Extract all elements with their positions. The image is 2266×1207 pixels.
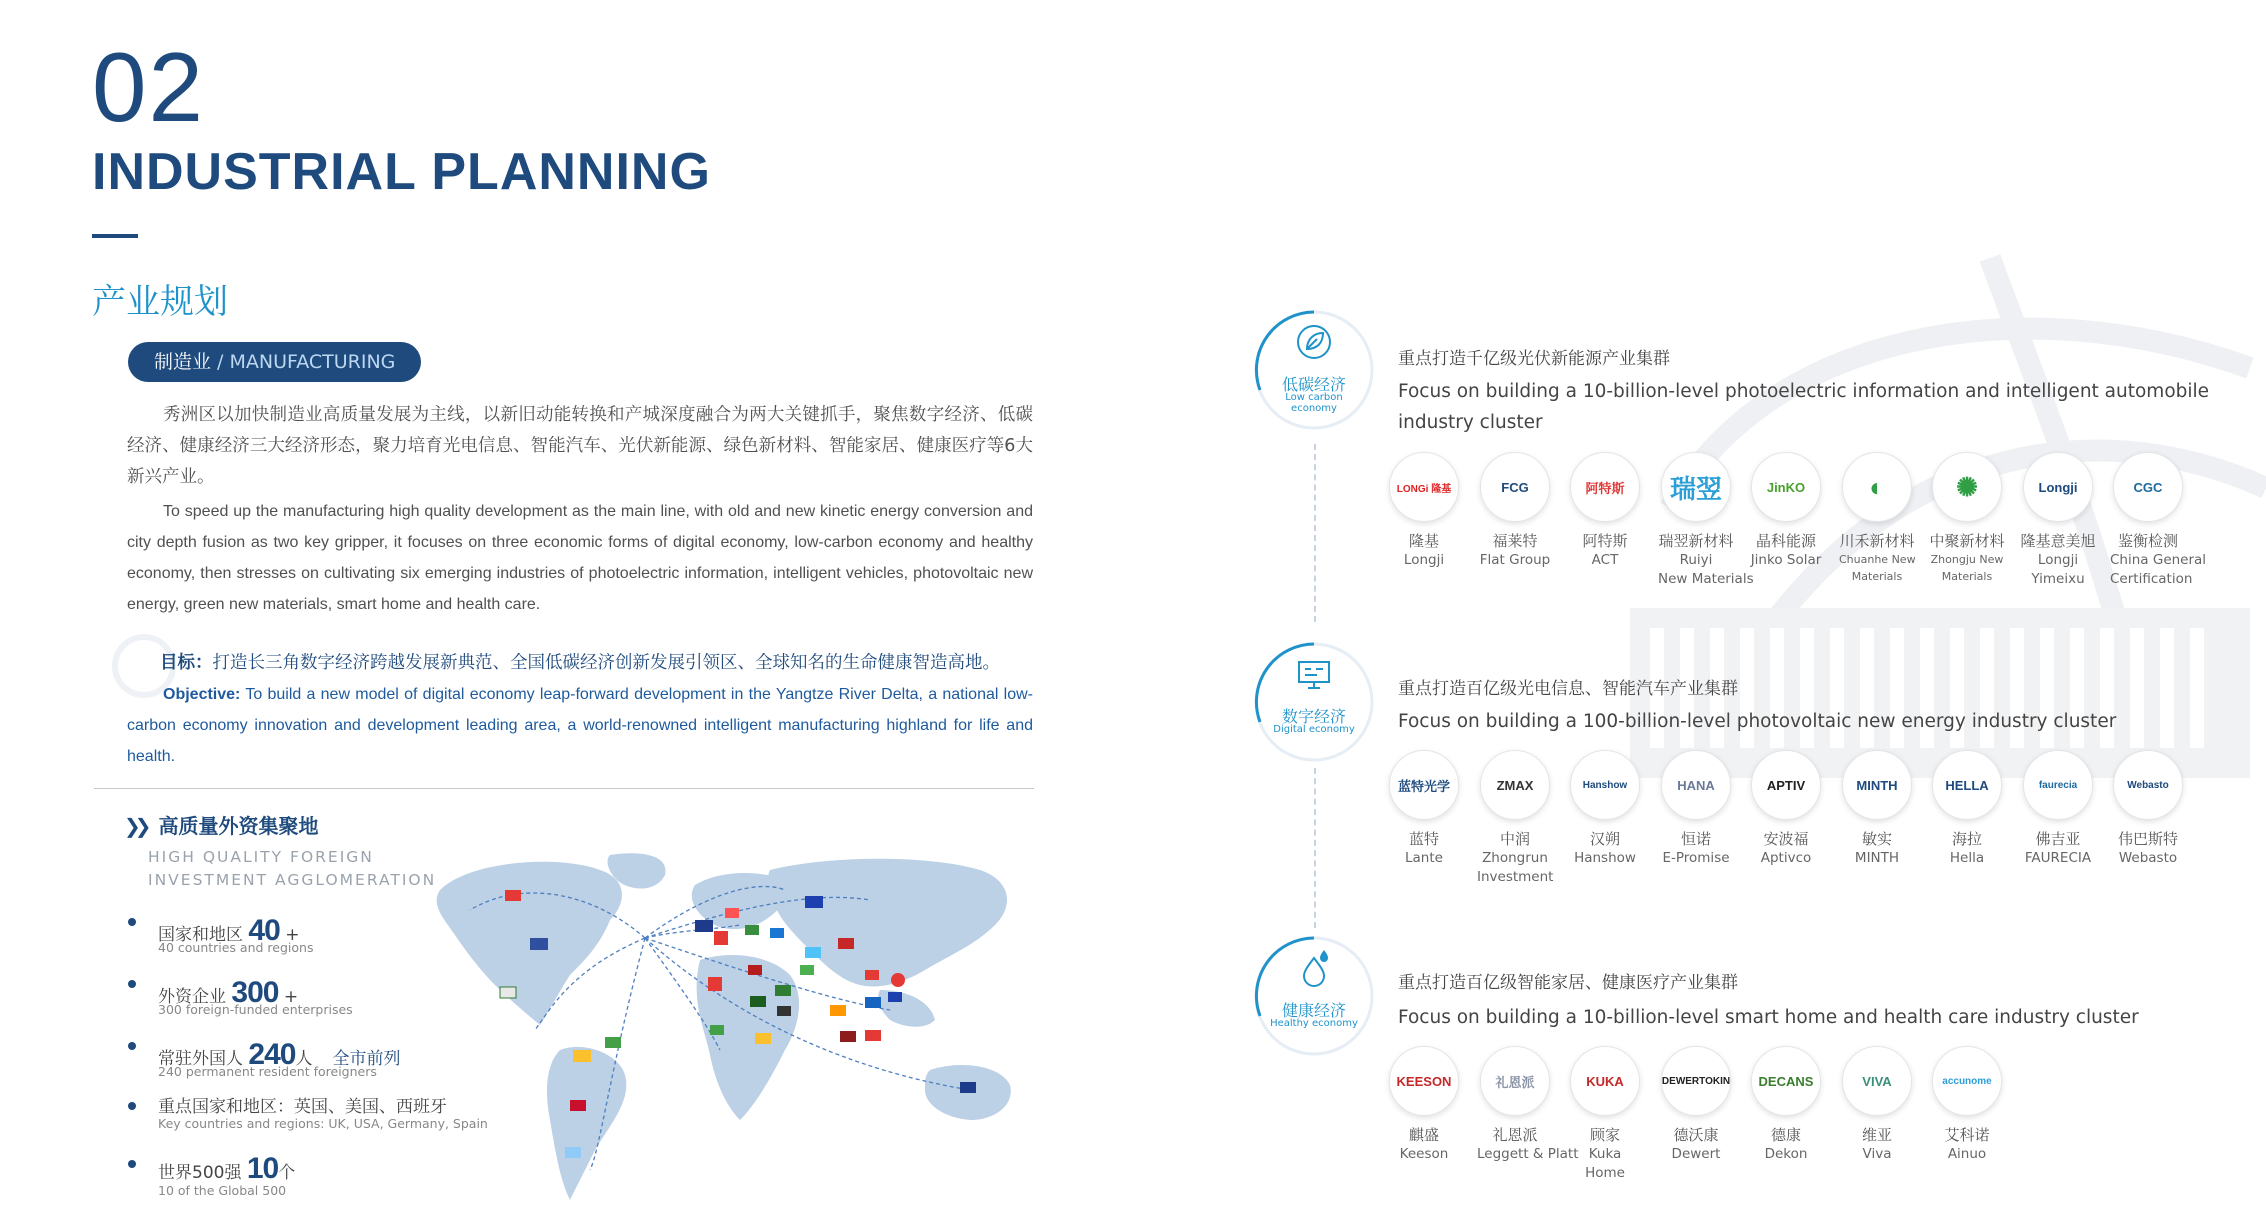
- cluster-title-cn: 重点打造百亿级光电信息、智能汽车产业集群: [1398, 679, 1738, 699]
- stat-unit: +: [283, 987, 299, 1007]
- company-logo-item: [1839, 1046, 1915, 1164]
- company-logo-icon: [1661, 750, 1731, 820]
- company-name-en: FAURECIA: [2024, 850, 2092, 866]
- company-logo-icon: [1661, 1046, 1731, 1116]
- badge-label-en: Low carbon economy: [1285, 392, 1343, 414]
- company-logo-text: Longji: [2038, 479, 2078, 495]
- company-logo-text: MINTH: [1856, 777, 1898, 793]
- company-logo-text: FCG: [1501, 479, 1529, 495]
- company-logo-icon: [1932, 750, 2002, 820]
- stat-label: 重点国家和地区：英国、美国、西班牙: [158, 1097, 447, 1117]
- title-underline: [92, 234, 138, 238]
- company-logo-text: faurecia: [2038, 779, 2078, 791]
- flag-nigeria: [710, 1025, 724, 1035]
- company-logo-item: [2110, 750, 2186, 868]
- company-logo-text: Webasto: [2127, 779, 2169, 791]
- cluster-low-carbon: [1252, 308, 1376, 432]
- company-logo-text: Hanshow: [1582, 779, 1628, 791]
- company-logo-text: ZMAX: [1496, 777, 1534, 793]
- cluster-digital: [1252, 640, 1376, 764]
- company-logo-text: DECANS: [1758, 1073, 1814, 1089]
- company-logo-icon: [2113, 750, 2183, 820]
- flag-ukraine: [770, 928, 784, 938]
- stat-label: 外资企业: [158, 987, 226, 1007]
- flag-mongolia: [838, 938, 854, 949]
- company-logo-text: DEWERTOKIN: [1661, 1075, 1731, 1087]
- fdi-title: [124, 810, 318, 839]
- badge-label-en: Healthy economy: [1270, 1018, 1358, 1029]
- flag-thailand: [865, 997, 881, 1008]
- stat-label: 常驻外国人: [158, 1049, 243, 1069]
- company-name-en: Flat Group: [1479, 552, 1551, 568]
- section-label-cn: 制造业: [154, 351, 212, 373]
- bullet-icon: [128, 1102, 136, 1110]
- company-logo-icon: [1570, 750, 1640, 820]
- bullet-icon: [128, 1042, 136, 1050]
- stat-value: 300: [231, 976, 279, 1009]
- company-logo-icon: [1751, 1046, 1821, 1116]
- company-logo-text: LONGi 隆基: [1396, 483, 1452, 495]
- company-logo-item: [1839, 750, 1915, 868]
- monitor-icon: [1296, 654, 1332, 694]
- flag-kazakhstan: [805, 947, 821, 958]
- company-name-en: New Materials: [1658, 571, 1754, 587]
- flag-egypt: [777, 1006, 791, 1016]
- company-name-en: Keeson: [1399, 1146, 1449, 1162]
- flag-brazil: [605, 1037, 621, 1048]
- company-logo-text: VIVA: [1862, 1073, 1892, 1089]
- bullet-icon: [128, 980, 136, 988]
- flag-switzerland: [714, 931, 728, 945]
- company-logo-item: [2020, 452, 2096, 589]
- stat-en: 10 of the Global 500: [158, 1183, 287, 1198]
- company-name-en: Leggett & Platt: [1477, 1146, 1579, 1162]
- flag-hungary: [745, 925, 759, 935]
- goal-cn: [160, 648, 1040, 678]
- company-logo-item: [1567, 1046, 1643, 1183]
- company-name-en: Zhongju New: [1930, 553, 2004, 566]
- company-logo-text: KUKA: [1586, 1073, 1624, 1089]
- company-name-cn: 隆基意美旭: [2020, 532, 2096, 550]
- section-number: 02: [92, 32, 206, 142]
- company-logo-text: ◐: [1869, 471, 1885, 502]
- company-logo-icon: [1389, 1046, 1459, 1116]
- stat-value: 10: [246, 1152, 279, 1185]
- company-logo-icon: [1480, 750, 1550, 820]
- section-label-en: MANUFACTURING: [229, 351, 396, 373]
- company-name-en: Jinko Solar: [1750, 552, 1822, 568]
- company-logo-icon: [1842, 1046, 1912, 1116]
- company-name-en: Ainuo: [1947, 1146, 1987, 1162]
- section-pill: [128, 342, 421, 382]
- flag-turkey: [748, 965, 762, 975]
- flag-uzbek: [800, 965, 814, 975]
- goal-en-label: Objective:: [163, 686, 241, 703]
- company-logo-item: [1929, 1046, 2005, 1164]
- company-name-cn: 阿特斯: [1582, 532, 1628, 550]
- company-logo-text: KEESON: [1396, 1073, 1452, 1089]
- flag-saudi: [750, 996, 766, 1007]
- company-logo-text: HELLA: [1945, 777, 1989, 793]
- flag-peru: [570, 1100, 586, 1111]
- flag-australia: [960, 1082, 976, 1093]
- timeline-connector: [1314, 768, 1316, 928]
- company-logo-text: ✺: [1956, 471, 1978, 502]
- badge-label-en: Digital economy: [1273, 724, 1355, 735]
- goal-en: [127, 679, 1033, 772]
- flag-malaysia: [865, 1030, 881, 1041]
- goal-en-text: To build a new model of digital economy leap-forward development in the Yangtze River Delta, a national low-carbon economy innovation and development leading area, a world-renowned intelligent manufacturing highland for life and health.: [127, 686, 1033, 765]
- company-logo-icon: [1751, 750, 1821, 820]
- company-name-en: Hanshow: [1574, 850, 1636, 866]
- cluster-title-en: Focus on building a 10-billion-level photoelectric information and intelligent automobile industry cluster: [1398, 381, 2210, 433]
- stat-en: 240 permanent resident foreigners: [158, 1064, 377, 1079]
- company-logo-icon: [1570, 1046, 1640, 1116]
- flag-tunisia: [708, 977, 722, 991]
- divider: [94, 788, 1034, 789]
- world-map: [410, 850, 1060, 1205]
- goal-cn-label: 目标：: [160, 653, 213, 673]
- intro-cn: 秀洲区以加快制造业高质量发展为主线，以新旧动能转换和产城深度融合为两大关键抓手，聚焦数字经济、低碳经济、健康经济三大经济形态，聚力培育光电信息、智能汽车、光伏新能源、绿色新材料、智能家居、健康医疗等6大新兴产业。: [127, 405, 1033, 487]
- company-name-en: MINTH: [1854, 850, 1900, 866]
- page-title-cn: 产业规划: [92, 282, 228, 322]
- company-logo-item: [1929, 750, 2005, 868]
- company-name-cn: 蓝特: [1408, 830, 1439, 848]
- company-logo-icon: [1389, 750, 1459, 820]
- company-logo-item: [1748, 750, 1824, 868]
- company-name-en: Home: [1585, 1165, 1625, 1181]
- cluster-badge: [1252, 308, 1376, 432]
- company-name-cn: 佛吉亚: [2035, 830, 2081, 848]
- company-name-en: Kuka: [1588, 1146, 1622, 1162]
- company-name-cn: 安波福: [1763, 830, 1809, 848]
- company-logo-text: 礼恩派: [1495, 1074, 1535, 1090]
- company-name-en: Dekon: [1764, 1146, 1808, 1162]
- flag-argentina: [565, 1147, 581, 1158]
- company-logo-text: 瑞翌: [1669, 473, 1722, 504]
- flag-czech: [725, 908, 739, 918]
- goal-cn-text: 打造长三角数字经济跨越发展新典范、全国低碳经济创新发展引领区、全球知名的生命健康智造高地。: [212, 653, 1000, 673]
- company-logo-item: [2020, 750, 2096, 868]
- company-name-en: Longji: [1403, 552, 1445, 568]
- fdi-title-en-2: INVESTMENT AGGLOMERATION: [148, 871, 437, 889]
- flag-uganda: [755, 1033, 771, 1044]
- company-logo-item: [1748, 1046, 1824, 1164]
- company-logo-item: [1839, 452, 1915, 585]
- cluster-title-en: Focus on building a 10-billion-level smart home and health care industry cluster: [1398, 1007, 2139, 1028]
- company-name-cn: 伟巴斯特: [2117, 830, 2178, 848]
- company-logo-item: [2110, 452, 2207, 589]
- company-name-cn: 恒诺: [1680, 830, 1711, 848]
- company-name-cn: 晶科能源: [1755, 532, 1816, 550]
- company-name-en: Materials: [1851, 570, 1903, 583]
- cluster-title-en: Focus on building a 100-billion-level photovoltaic new energy industry cluster: [1398, 711, 2117, 732]
- fdi-title-en: [148, 846, 436, 892]
- flag-mexico: [500, 987, 516, 998]
- cluster-health: [1252, 934, 1376, 1058]
- company-logo-text: 蓝特光学: [1397, 778, 1450, 794]
- company-name-en: Certification: [2110, 571, 2193, 587]
- company-name-en: China General: [2110, 552, 2207, 568]
- fdi-title-cn: 高质量外资集聚地: [158, 814, 319, 838]
- company-name-cn: 鉴衡检测: [2117, 532, 2178, 550]
- company-name-en: Aptivco: [1760, 850, 1812, 866]
- company-logo-icon: [1842, 452, 1912, 522]
- company-name-cn: 德沃康: [1673, 1126, 1719, 1144]
- company-name-cn: 汉朔: [1589, 830, 1620, 848]
- company-logo-icon: [1480, 1046, 1550, 1116]
- company-name-cn: 礼恩派: [1492, 1126, 1538, 1144]
- company-name-en: Dewert: [1671, 1146, 1721, 1162]
- leaf-icon: [1296, 322, 1332, 362]
- company-name-en: Hella: [1949, 850, 1985, 866]
- cluster-title-cn: 重点打造千亿级光伏新能源产业集群: [1398, 349, 1670, 369]
- flag-iran: [775, 985, 791, 996]
- company-logo-item: [1386, 452, 1462, 570]
- company-logo-item: [1567, 452, 1643, 570]
- company-logo-item: [1658, 750, 1734, 868]
- flag-canada: [505, 890, 521, 901]
- stat-value: 240: [248, 1038, 296, 1071]
- company-logo-text: HANA: [1677, 777, 1715, 793]
- company-logo-text: 阿特斯: [1585, 480, 1625, 496]
- company-name-en: Ruiyi: [1679, 552, 1713, 568]
- page-title: INDUSTRIAL PLANNING: [92, 143, 711, 201]
- company-logo-icon: [1480, 452, 1550, 522]
- company-logo-text: APTIV: [1766, 777, 1806, 793]
- company-logo-icon: [1932, 1046, 2002, 1116]
- company-name-en: Zhongrun: [1482, 850, 1548, 866]
- company-name-en: Viva: [1862, 1146, 1892, 1162]
- company-logo-text: CGC: [2133, 479, 2163, 495]
- fdi-title-en-1: HIGH QUALITY FOREIGN: [148, 848, 374, 866]
- stat-unit: +: [285, 925, 300, 945]
- company-name-en: Chuanhe New: [1839, 553, 1916, 566]
- badge-label-cn: 低碳经济: [1281, 375, 1346, 394]
- company-logo-icon: [1751, 452, 1821, 522]
- company-name-cn: 中聚新材料: [1929, 532, 2005, 550]
- cluster-title-cn: 重点打造百亿级智能家居、健康医疗产业集群: [1398, 973, 1738, 993]
- company-logo-icon: [2023, 452, 2093, 522]
- stat-unit: 个: [278, 1163, 296, 1183]
- company-logo-item: [1748, 452, 1824, 570]
- stat-en: 300 foreign-funded enterprises: [158, 1002, 353, 1017]
- bullet-icon: [128, 918, 136, 926]
- stat-value: 40: [248, 914, 280, 947]
- bullet-icon: [128, 1160, 136, 1168]
- company-logo-item: [1477, 1046, 1579, 1164]
- company-logo-icon: [1570, 452, 1640, 522]
- company-name-en: Yimeixu: [2031, 571, 2085, 587]
- company-name-cn: 中润: [1499, 830, 1530, 848]
- company-logo-item: [1658, 1046, 1734, 1164]
- cluster-badge: [1252, 934, 1376, 1058]
- company-name-cn: 顾家: [1589, 1126, 1620, 1144]
- company-logo-text: accunome: [1942, 1075, 1992, 1087]
- company-name-cn: 维亚: [1861, 1126, 1892, 1144]
- company-logo-item: [1477, 750, 1553, 887]
- company-logo-icon: [1932, 452, 2002, 522]
- stat-unit: 人: [295, 1049, 313, 1069]
- chevrons-icon: ❯❯: [124, 814, 146, 838]
- flag-uk: [695, 920, 713, 932]
- stat-en: 40 countries and regions: [158, 940, 314, 955]
- stat-label: 世界500强: [158, 1163, 242, 1183]
- company-name-cn: 隆基: [1408, 532, 1439, 550]
- company-name-cn: 德康: [1770, 1126, 1801, 1144]
- company-logo-item: [1929, 452, 2005, 585]
- company-name-cn: 海拉: [1951, 830, 1982, 848]
- company-name-cn: 福莱特: [1492, 532, 1538, 550]
- badge-label-cn: 数字经济: [1281, 707, 1346, 726]
- timeline-connector: [1314, 444, 1316, 622]
- company-name-cn: 艾科诺: [1944, 1126, 1990, 1144]
- company-logo-item: [1567, 750, 1643, 868]
- flag-china: [865, 970, 879, 980]
- company-name-en: Investment: [1477, 869, 1554, 885]
- intro-en: To speed up the manufacturing high quality development as the main line, with old and new kinetic energy conversion and city depth fusion as two key gripper, it focuses on three economic forms of digital economy, low-carbon economy and healthy economy, then stresses on cultivating six emerging industries of photoelectric information, intelligent vehicles, photovoltaic new energy, green new materials, smart home and health care.: [127, 503, 1033, 613]
- company-logo-icon: [1389, 452, 1459, 522]
- company-logo-icon: [2023, 750, 2093, 820]
- map-se-asia: [878, 990, 935, 1027]
- company-logo-icon: [1661, 452, 1731, 522]
- drops-icon: [1296, 948, 1332, 988]
- company-logo-text: JinKO: [1766, 479, 1806, 495]
- flag-philippines: [888, 992, 902, 1002]
- company-name-en: Webasto: [2118, 850, 2178, 866]
- stat-label: 国家和地区: [158, 925, 243, 945]
- map-north-america: [437, 862, 622, 1025]
- company-logo-item: [1477, 452, 1553, 570]
- stat-note: 全市前列: [332, 1049, 401, 1069]
- company-name-cn: 瑞翌新材料: [1658, 532, 1734, 550]
- flag-usa: [530, 938, 548, 950]
- company-name-en: Lante: [1405, 850, 1443, 866]
- badge-label-cn: 健康经济: [1281, 1001, 1346, 1020]
- flag-india: [830, 1005, 846, 1016]
- company-logo-item: [1386, 750, 1462, 868]
- map-south-america: [547, 1047, 626, 1200]
- flag-japan: [891, 973, 905, 987]
- company-logo-icon: [1842, 750, 1912, 820]
- cluster-badge: [1252, 640, 1376, 764]
- company-name-en: Longji: [2037, 552, 2079, 568]
- company-name-cn: 敏实: [1861, 830, 1892, 848]
- company-name-en: E-Promise: [1662, 850, 1730, 866]
- company-logo-icon: [2113, 452, 2183, 522]
- flag-sri-lanka: [840, 1031, 856, 1042]
- company-name-en: ACT: [1591, 552, 1619, 568]
- company-name-cn: 川禾新材料: [1839, 532, 1915, 550]
- flag-bolivia: [573, 1050, 591, 1062]
- section-label-sep: /: [211, 351, 230, 373]
- company-logo-item: [1658, 452, 1754, 589]
- company-logo-item: [1386, 1046, 1462, 1164]
- stat-en: Key countries and regions: UK, USA, Germany, Spain: [158, 1116, 488, 1131]
- company-name-cn: 麒盛: [1408, 1126, 1439, 1144]
- company-name-en: Materials: [1941, 570, 1993, 583]
- flag-russia: [805, 896, 823, 908]
